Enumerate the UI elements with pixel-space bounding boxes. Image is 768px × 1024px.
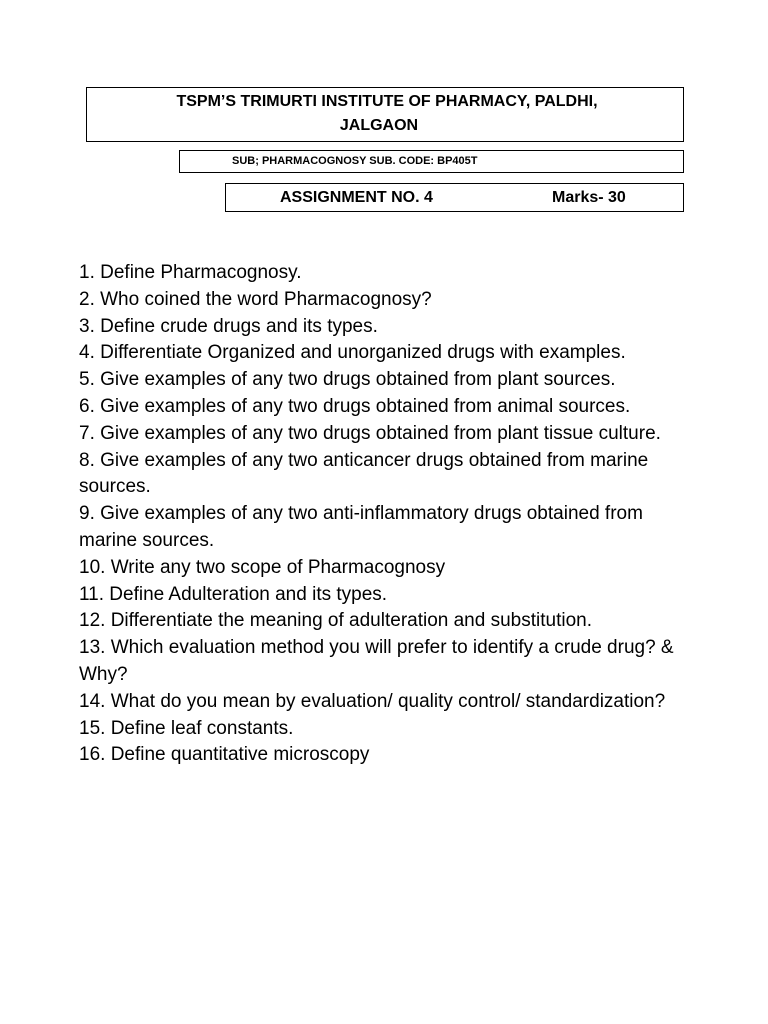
question-item: 10. Write any two scope of Pharmacognosy (79, 556, 446, 578)
institute-location: JALGAON (339, 117, 419, 134)
question-item: 7. Give examples of any two drugs obtained from plant tissue culture. (79, 422, 661, 444)
subject-code-label: SUB; PHARMACOGNOSY SUB. CODE: BP405T (232, 155, 478, 167)
question-item: 13. Which evaluation method you will prefer to identify a crude drug? & Why? (79, 637, 674, 685)
institute-header-box (86, 87, 684, 142)
subject-box (179, 150, 684, 173)
question-item: 2. Who coined the word Pharmacognosy? (79, 288, 432, 310)
institute-name: TSPM’S TRIMURTI INSTITUTE OF PHARMACY, PALDHI, (176, 93, 598, 110)
marks-label: Marks- 30 (552, 189, 626, 206)
question-item: 1. Define Pharmacognosy. (79, 262, 302, 283)
question-item: 9. Give examples of any two anti-inflammatory drugs obtained from marine sources. (79, 503, 643, 551)
question-item: 14. What do you mean by evaluation/ quality control/ standardization? (79, 690, 666, 712)
question-item: 12. Differentiate the meaning of adulteration and substitution. (79, 610, 592, 632)
question-item: 8. Give examples of any two anticancer drugs obtained from marine sources. (79, 449, 649, 498)
assignment-number: ASSIGNMENT NO. 4 (280, 189, 433, 206)
question-item: 16. Define quantitative microscopy (79, 744, 370, 766)
question-item: 5. Give examples of any two drugs obtained from plant sources. (79, 369, 616, 391)
question-item: 11. Define Adulteration and its types. (79, 583, 388, 605)
question-item: 3. Define crude drugs and its types. (79, 315, 378, 337)
question-item: 15. Define leaf constants. (79, 717, 294, 739)
question-list (79, 260, 699, 769)
question-item: 6. Give examples of any two drugs obtained from animal sources. (79, 395, 631, 417)
question-item: 4. Differentiate Organized and unorganized drugs with examples. (79, 342, 626, 364)
assignment-box (225, 183, 684, 212)
